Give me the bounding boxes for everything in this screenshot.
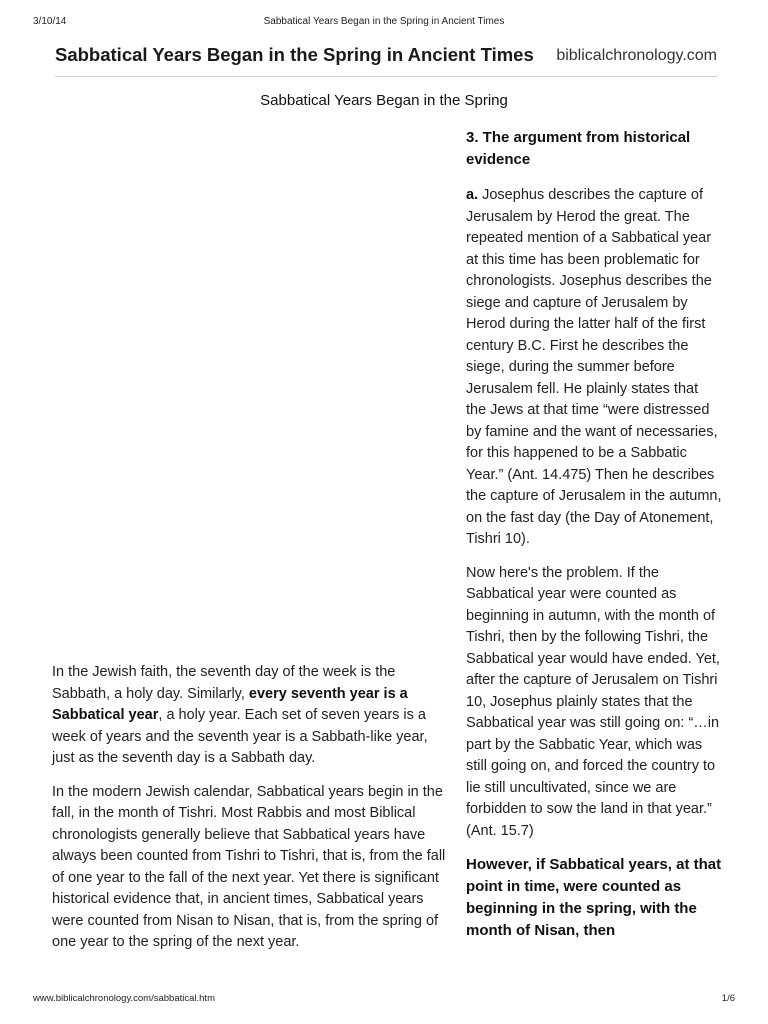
intro-text-end: , a holy year. Each set of seven years is a week of years and the seventh year is a Sabbath-like year, just as the seventh day is a Sabbath day. [52, 707, 428, 766]
josephus-paragraph [466, 185, 722, 551]
right-column [466, 127, 722, 954]
section-heading: 3. The argument from historical evidence [466, 129, 691, 168]
paragraph-label: a. [466, 187, 479, 203]
site-domain[interactable]: biblicalchronology.com [556, 47, 717, 64]
problem-paragraph: Now here's the problem. If the Sabbatical year were counted as beginning in autumn, with the month of Tishri, then by the following Tishri, the Sabbatical year would have ended. Yet, after the capture of Jerusalem on Tishri 10, Josephus plainly states that the Sabbatical year was still going on: “…in part by the Sabbatic Year, which was still going on, and forced the country to lie still uncultivated, since we are forbidden to sow the land in that year.” (Ant. 15.7) [466, 564, 720, 839]
footer-page-number: 1/6 [721, 993, 735, 1004]
intro-text-start: In the Jewish faith, the seventh day of the week is the Sabbath, a holy day. Similarly, [52, 664, 396, 702]
footer-url: www.biblicalchronology.com/sabbatical.htm [33, 993, 215, 1004]
print-date: 3/10/14 [33, 16, 67, 27]
print-title: Sabbatical Years Began in the Spring in Ancient Times [263, 16, 505, 27]
however-paragraph: However, if Sabbatical years, at that point in time, were counted as beginning in the spring, with the month of Nisan, then [466, 856, 722, 939]
site-header [55, 44, 717, 77]
calendar-paragraph: In the modern Jewish calendar, Sabbatical years begin in the fall, in the month of Tishri. Most Rabbis and most Biblical chronologists generally believe that Sabbatical years have always been counted from Tishri to Tishri, that is, from the fall of one year to the fall of the next year. Yet there is significant historical evidence that, in ancient times, Sabbatical years were counted from Nisan to Nisan, that is, from the spring of one year to the spring of the next year. [52, 783, 446, 950]
intro-paragraph [52, 662, 452, 770]
site-title: Sabbatical Years Began in the Spring in Ancient Times [55, 44, 534, 65]
josephus-text: Josephus describes the capture of Jerusalem by Herod the great. The repeated mention of a Sabbatical year at this time has been problematic for chronologists. Josephus describes the siege and capture of Jerusalem by Herod during the latter half of the first century B.C. First he describes the siege, during the summer before Jerusalem fell. He plainly states that the Jews at that time “were distressed by famine and the want of necessaries, for this happened to be a Sabbatic Year.” (Ant. 14.475) Then he describes the capture of Jerusalem in the autumn, on the fast day (the Day of Atonement, Tishri 10). [466, 187, 722, 547]
intro-bold-text: every seventh year is a Sabbatical year [52, 685, 408, 723]
page-heading: Sabbatical Years Began in the Spring [260, 92, 508, 109]
left-column [52, 662, 452, 966]
